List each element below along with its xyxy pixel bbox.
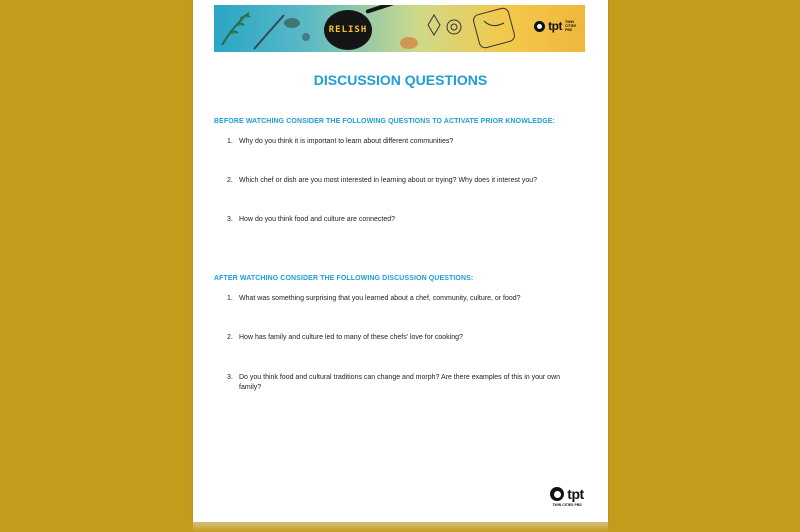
list-item: 2. Which chef or dish are you most interested in learning about or trying? Why does it interest you? xyxy=(227,177,538,184)
list-item: 2. How has family and culture led to many of these chefs' love for cooking? xyxy=(227,334,463,341)
banner-tpt-logo xyxy=(534,19,579,33)
list-item: 3. Do you think food and cultural traditions can change and morph? Are there examples of this in your own family? xyxy=(227,374,561,391)
after-watching-heading: AFTER WATCHING CONSIDER THE FOLLOWING DISCUSSION QUESTIONS: xyxy=(214,275,474,282)
before-watching-heading: BEFORE WATCHING CONSIDER THE FOLLOWING QUESTIONS TO ACTIVATE PRIOR KNOWLEDGE: xyxy=(214,118,555,125)
list-item: 3. How do you think food and culture are connected? xyxy=(227,216,396,223)
relish-logo-text: RELISH xyxy=(328,25,368,35)
page-title: DISCUSSION QUESTIONS xyxy=(313,72,488,88)
page-shadow xyxy=(193,522,608,532)
pbs-head-icon xyxy=(550,487,564,501)
pbs-head-icon xyxy=(534,21,545,32)
food-illustrations-icon xyxy=(214,5,585,52)
relish-logo xyxy=(324,10,372,50)
banner-brand-text: tpt xyxy=(548,19,562,33)
list-item: 1. What was something surprising that you learned about a chef, community, culture, or food? xyxy=(227,295,521,302)
footer-tpt-logo xyxy=(545,486,589,514)
document-page xyxy=(193,0,608,522)
footer-brand-text: tpt xyxy=(567,486,584,502)
relish-banner xyxy=(214,5,585,52)
footer-brand-sub: TWIN CITIES PBS xyxy=(552,503,582,507)
banner-brand-sub: TWIN CITIES PBS xyxy=(565,20,577,32)
list-item: 1. Why do you think it is important to learn about different communities? xyxy=(227,138,454,145)
